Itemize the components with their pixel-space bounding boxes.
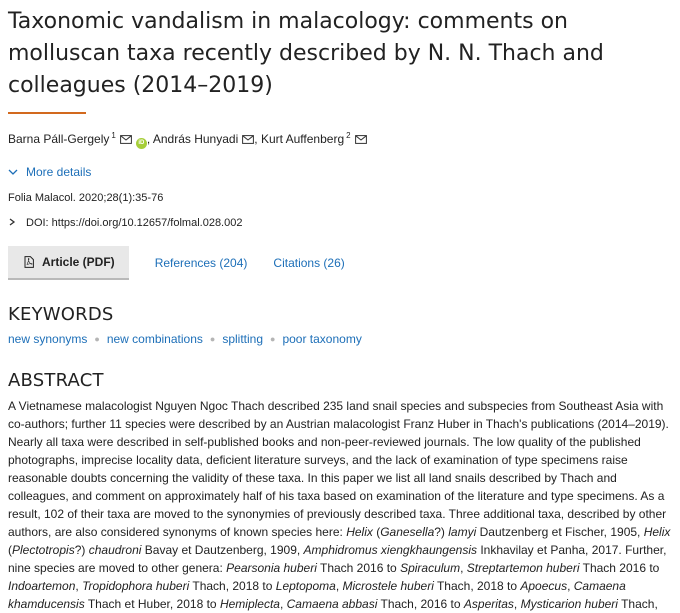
taxon-name: lamyi [448, 525, 477, 539]
abstract-text: ?) [434, 525, 449, 539]
abstract-text: Thach 2016 to [579, 561, 660, 575]
abstract-text: Thach, 2016 to [377, 597, 464, 611]
chevron-down-icon [8, 168, 18, 176]
envelope-icon[interactable] [355, 132, 367, 141]
pdf-file-icon [24, 256, 34, 268]
author-name[interactable]: Barna Páll-Gergely [8, 132, 110, 146]
keyword-link[interactable]: new combinations [106, 332, 203, 346]
tab-article-pdf-label[interactable]: Article (PDF) [42, 255, 115, 269]
abstract-paragraph [8, 397, 678, 613]
abstract-text: , [279, 597, 287, 611]
abstract-heading: ABSTRACT [8, 370, 104, 391]
keywords-heading: KEYWORDS [8, 304, 114, 325]
taxon-name: Helix [643, 525, 671, 539]
article-title: Taxonomic vandalism in malacology: comments on molluscan taxa recently described by N. N. Thach and colleagues (2014–2019) [8, 9, 604, 98]
abstract-intro: A Vietnamese malacologist Nguyen Ngoc Thach described 235 land snail species and subspecies from Southeast Asia with co-authors; further 11 species were described by an Austrian malacologist Franz Huber in Thach's publications (2014–2019). Nearly all taxa were described in self-published books and non-peer-reviewed journals. The low quality of the published photographs, imprecise locality data, deficient literature surveys, and the lack of examination of type specimens raise reasonable doubts concerning the validity of these taxa. In this paper we list all land snails described by Thach and colleagues, and comment on approximately half of his taxa based on examination of the literature and type specimens. As a result, 102 of their taxa are moved to the synonymies of previously described taxa. Three additional taxa, described by other authors, are also considered synonyms of known species here: [8, 399, 669, 539]
chevron-right-icon [8, 218, 16, 226]
tab-references[interactable]: References (204) [154, 256, 248, 270]
affiliation-marker[interactable]: 1 [111, 131, 116, 140]
keyword-link[interactable]: poor taxonomy [282, 332, 362, 346]
author-separator: , [254, 132, 258, 146]
abstract-text: Thach, 2018 to [189, 579, 276, 593]
abstract-text: ?) [74, 543, 89, 557]
taxon-name: Helix [346, 525, 373, 539]
abstract-text: Thach 2016 to [316, 561, 401, 575]
abstract-text: ( [372, 525, 381, 539]
keyword-link[interactable]: new synonyms [8, 332, 88, 346]
title-underline [8, 112, 86, 114]
orcid-icon[interactable]: iD [136, 138, 147, 149]
keyword-separator-dot: ● [94, 334, 100, 344]
doi-row[interactable] [8, 217, 680, 229]
taxon-name: Tropidophora huberi [82, 579, 190, 593]
taxon-name: Amphidromus xiengkhaungensis [303, 543, 477, 557]
envelope-icon[interactable] [120, 132, 132, 141]
abstract-text: , [75, 579, 83, 593]
author-item [8, 132, 150, 146]
keyword-separator-dot: ● [209, 334, 216, 344]
abstract-text: , [335, 579, 343, 593]
taxon-name: Plectotropis [12, 543, 75, 557]
taxon-name: chaudroni [88, 543, 142, 557]
abstract-text: Thach, 2018 to [433, 579, 521, 593]
doi-text[interactable]: DOI: https://doi.org/10.12657/folmal.028.002 [26, 217, 243, 229]
author-name[interactable]: András Hunyadi [152, 132, 239, 146]
abstract-text: Thach et Huber, 2018 to [84, 597, 220, 611]
article-tabs [8, 246, 680, 280]
abstract-text: Thach, [617, 597, 658, 611]
abstract-text: , [567, 579, 574, 593]
taxon-name: Leptopoma [275, 579, 336, 593]
abstract-text: Bavay et Dautzenberg, 1909, [141, 543, 304, 557]
taxon-name: Hemiplecta [219, 597, 280, 611]
envelope-icon[interactable] [242, 132, 254, 141]
abstract-text: Inkhavilay et Panha, 2017. Further, nine species are moved to other genera: [8, 543, 667, 575]
author-list [8, 128, 680, 149]
more-details-label[interactable]: More details [26, 165, 92, 179]
taxon-name: Mysticarion huberi [520, 597, 618, 611]
taxon-name: Pearsonia huberi [226, 561, 317, 575]
taxon-name: Apoecus [520, 579, 568, 593]
affiliation-marker[interactable]: 2 [346, 131, 351, 140]
abstract-text: ( [8, 543, 12, 557]
tab-citations[interactable]: Citations (26) [273, 256, 345, 270]
article-page [8, 0, 680, 613]
taxon-name: Streptartemon huberi [466, 561, 580, 575]
taxon-name: Asperitas [463, 597, 514, 611]
author-name[interactable]: Kurt Auffenberg [260, 132, 345, 146]
author-item [261, 132, 367, 146]
abstract-text: , [513, 597, 521, 611]
abstract-text: Dautzenberg et Fischer, 1905, [476, 525, 644, 539]
more-details-toggle[interactable] [8, 165, 680, 179]
journal-citation: Folia Malacol. 2020;28(1):35-76 [8, 192, 164, 204]
taxon-name: Microstele huberi [342, 579, 434, 593]
keywords-list [8, 332, 680, 346]
keyword-separator-dot: ● [270, 334, 276, 344]
tab-article-pdf[interactable] [8, 246, 129, 280]
taxon-name: Camaena abbasi [286, 597, 378, 611]
taxon-name: Ganesella [380, 525, 435, 539]
keyword-link[interactable]: splitting [222, 332, 263, 346]
abstract-text: , [460, 561, 467, 575]
author-item [153, 132, 258, 146]
taxon-name: Camaena khamducensis [8, 579, 626, 611]
taxon-name: Spiraculum [400, 561, 461, 575]
abstract-body [8, 397, 678, 613]
author-separator: , [146, 132, 151, 146]
taxon-name: Indoartemon [8, 579, 76, 593]
